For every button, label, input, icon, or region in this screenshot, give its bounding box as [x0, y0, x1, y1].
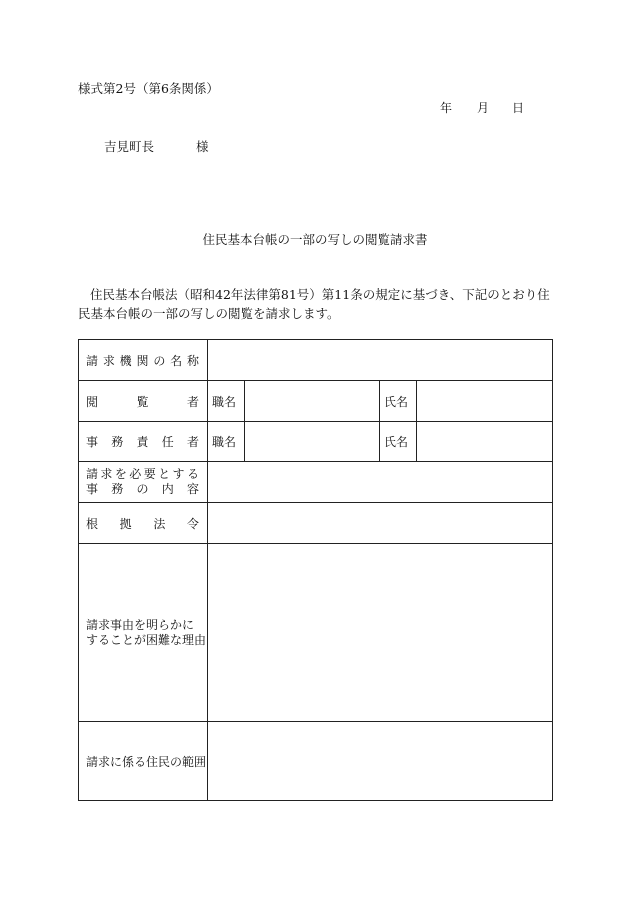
label-char: の: [153, 353, 166, 368]
label-char: 者: [186, 394, 199, 409]
row-content: [79, 462, 553, 503]
addressee-honorific: 様: [196, 139, 209, 154]
label-char: 内: [161, 482, 174, 496]
label-char: と: [158, 467, 171, 481]
date-month-label: 月: [477, 101, 490, 115]
label-char: 拠: [119, 516, 132, 531]
field-reason[interactable]: [208, 544, 553, 722]
label-char: 任: [161, 435, 174, 449]
label-char: 閲: [86, 394, 99, 409]
date-year-label: 年: [440, 101, 453, 115]
field-viewer-title[interactable]: [245, 381, 380, 422]
row-viewer: [79, 381, 553, 422]
label-reason: [79, 544, 208, 722]
field-officer-name[interactable]: [417, 422, 553, 462]
label-business-content: [79, 462, 208, 503]
row-scope: [79, 722, 553, 801]
label-char: の: [136, 482, 149, 496]
label-chars: [86, 515, 207, 532]
label-char: 法: [153, 516, 166, 531]
row-basis: [79, 503, 553, 544]
label-chars: [86, 433, 207, 450]
label-viewer-name: 氏名: [380, 381, 417, 422]
label-char: 機: [119, 353, 132, 368]
label-char: 名: [170, 353, 183, 368]
form-number: 様式第2号（第6条関係）: [78, 81, 219, 96]
field-viewer-name[interactable]: [417, 381, 553, 422]
label-char: 要: [143, 467, 156, 481]
label-char: 求: [102, 353, 115, 368]
field-resident-scope[interactable]: [208, 722, 553, 801]
label-legal-basis: [79, 503, 208, 544]
label-char: す: [172, 467, 185, 481]
label-char: 必: [129, 467, 142, 481]
label-char: 関: [136, 353, 149, 368]
label-chars: [86, 352, 207, 369]
request-form-table: [78, 339, 553, 801]
label-officer-name: 氏名: [380, 422, 417, 462]
label-char: 者: [186, 435, 199, 449]
field-officer-title[interactable]: [245, 422, 380, 462]
label-reason-line2: することが困難な理由: [86, 632, 207, 647]
row-institution: [79, 340, 553, 381]
label-char: 請: [86, 467, 99, 481]
label-char: 事: [86, 482, 99, 496]
row-reason: [79, 544, 553, 722]
label-viewer: [79, 381, 208, 422]
label-resident-scope: 請求に係る住民の範囲: [79, 722, 208, 801]
field-institution-name[interactable]: [208, 340, 553, 381]
label-char: 事: [86, 435, 99, 449]
addressee-name: 吉見町長: [104, 139, 155, 154]
label-chars: [86, 467, 207, 482]
label-char: 求: [100, 467, 113, 481]
label-char: 称: [186, 353, 199, 368]
label-char: 根: [86, 516, 99, 531]
field-business-content[interactable]: [208, 462, 553, 503]
label-char: 覧: [136, 394, 149, 409]
label-char: 務: [111, 482, 124, 496]
field-legal-basis[interactable]: [208, 503, 553, 544]
request-statement: 住民基本台帳法（昭和42年法律第81号）第11条の規定に基づき、下記のとおり住民基本台帳の一部の写しの閲覧を請求します。: [78, 287, 550, 321]
label-char: を: [114, 467, 127, 481]
label-officer: [79, 422, 208, 462]
date-day-label: 日: [512, 101, 525, 115]
label-char: 令: [186, 516, 199, 531]
label-char: 請: [86, 353, 99, 368]
label-viewer-title: 職名: [208, 381, 245, 422]
label-chars: [86, 482, 207, 497]
document-title: 住民基本台帳の一部の写しの閲覧請求書: [202, 232, 428, 247]
label-officer-title: 職名: [208, 422, 245, 462]
row-officer: [79, 422, 553, 462]
label-char: 務: [111, 435, 124, 449]
label-chars: [86, 393, 207, 410]
label-char: る: [186, 467, 199, 481]
label-char: 容: [186, 482, 199, 496]
label-institution-name: [79, 340, 208, 381]
label-char: 責: [136, 435, 149, 449]
label-reason-line1: 請求事由を明らかに: [86, 617, 195, 632]
